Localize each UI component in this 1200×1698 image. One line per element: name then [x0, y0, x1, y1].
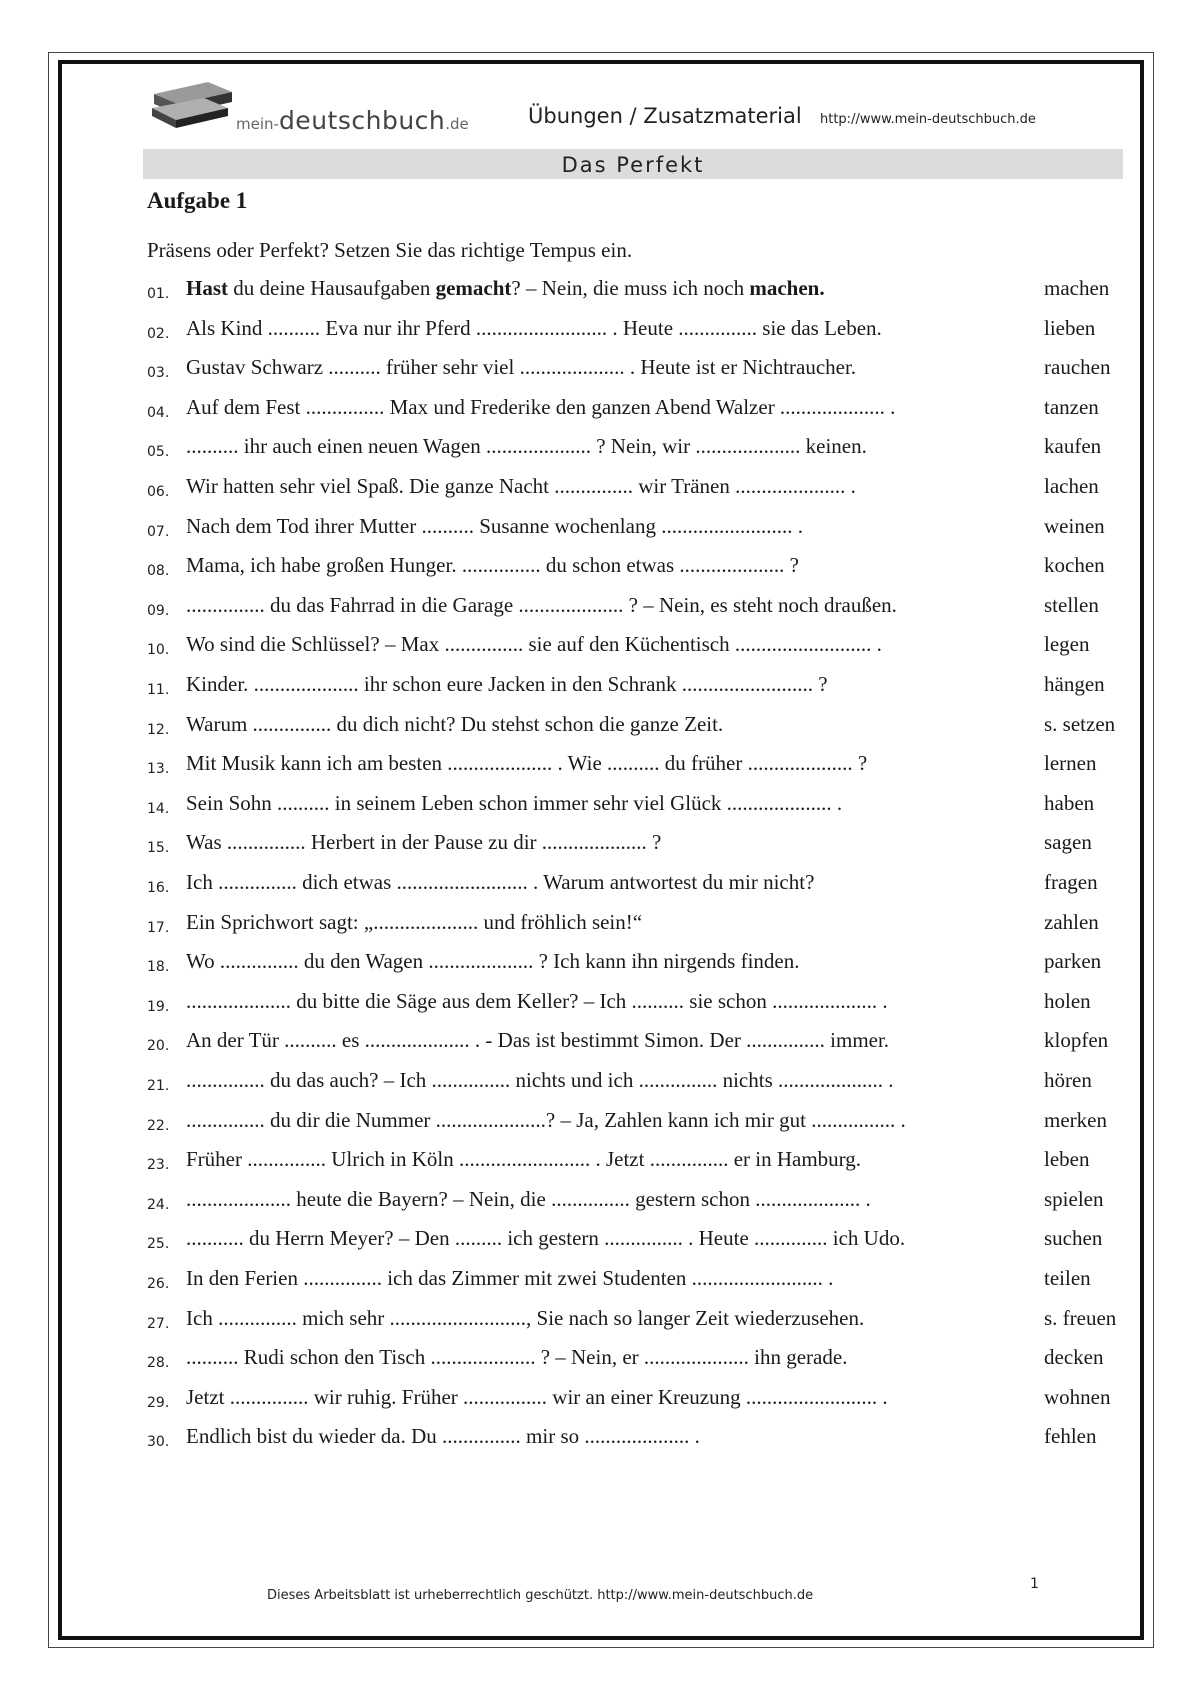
- exercise-number: 08.: [147, 563, 170, 580]
- brand-suffix: .de: [445, 115, 469, 133]
- exercise-verb: leben: [1044, 1147, 1090, 1172]
- header-url: http://www.mein-deutschbuch.de: [820, 112, 1036, 127]
- exercise-row: [0, 434, 1200, 474]
- exercise-row: [0, 1226, 1200, 1266]
- exercise-verb: suchen: [1044, 1226, 1103, 1251]
- page-number: 1: [1030, 1576, 1039, 1592]
- brand-prefix: mein-: [236, 115, 279, 133]
- sentence-segment: Früher ............... Ulrich in Köln ......................... . Jetzt ............... er in Hamburg.: [186, 1147, 862, 1172]
- sentence-segment: Ein Sprichwort sagt: „.................... und fröhlich sein!“: [186, 909, 643, 934]
- sentence-segment: An der Tür .......... es .................... . - Das ist bestimmt Simon. Der ............... immer.: [186, 1028, 890, 1053]
- exercise-number: 20.: [147, 1038, 170, 1055]
- exercise-row: [0, 316, 1200, 356]
- exercise-row: [0, 672, 1200, 712]
- exercise-verb: teilen: [1044, 1266, 1091, 1290]
- exercise-verb: hören: [1044, 1068, 1092, 1092]
- sentence-segment: Mit Musik kann ich am besten .................... . Wie .......... du früher .................... ?: [186, 751, 868, 776]
- exercise-sentence: [186, 830, 661, 855]
- exercise-verb: rauchen: [1044, 355, 1111, 380]
- sentence-segment: .......... Rudi schon den Tisch .................... ? – Nein, er .................... ihn gerade.: [186, 1345, 848, 1370]
- sentence-segment: Kinder. .................... ihr schon eure Jacken in den Schrank ......................... ?: [186, 672, 828, 696]
- header-title: Übungen / Zusatzmaterial: [528, 104, 802, 128]
- brand-name: [236, 106, 469, 135]
- exercise-verb: fehlen: [1044, 1424, 1097, 1449]
- exercise-row: [0, 712, 1200, 752]
- exercise-number: 23.: [147, 1157, 170, 1174]
- exercise-number: 02.: [147, 325, 170, 342]
- exercise-row: [0, 949, 1200, 989]
- exercise-row: [0, 910, 1200, 950]
- exercise-number: 07.: [147, 523, 170, 540]
- footer-copyright: Dieses Arbeitsblatt ist urheberrechtlich geschützt. http://www.mein-deutschbuch.de: [267, 1588, 814, 1603]
- exercise-row: [0, 1187, 1200, 1227]
- page-header: [148, 70, 1128, 140]
- exercise-sentence: [186, 1345, 847, 1370]
- exercise-row: [0, 474, 1200, 514]
- exercise-row: [0, 989, 1200, 1029]
- exercise-verb: lernen: [1044, 751, 1097, 776]
- exercise-number: 06.: [147, 484, 170, 500]
- sentence-segment: du deine Hausaufgaben: [228, 276, 436, 300]
- exercise-row: [0, 593, 1200, 633]
- exercise-verb: holen: [1044, 988, 1091, 1013]
- exercise-row: [0, 276, 1200, 316]
- exercise-sentence: [186, 514, 803, 539]
- exercise-number: 13.: [147, 761, 170, 778]
- exercise-sentence: [186, 593, 897, 618]
- sentence-segment: Auf dem Fest ............... Max und Frederike den ganzen Abend Walzer .................... .: [186, 394, 896, 419]
- exercise-sentence: [186, 1068, 894, 1093]
- exercise-number: 09.: [147, 602, 170, 619]
- exercise-row: [0, 1266, 1200, 1306]
- exercise-sentence: [186, 1385, 888, 1410]
- sentence-segment: Wo ............... du den Wagen .................... ? Ich kann ihn nirgends finden.: [186, 949, 800, 974]
- sentence-bold-segment: machen.: [749, 276, 825, 300]
- exercise-row: [0, 751, 1200, 791]
- sentence-segment: Endlich bist du wieder da. Du ............... mir so .................... .: [186, 1424, 700, 1449]
- exercise-row: [0, 553, 1200, 593]
- exercise-verb: weinen: [1044, 513, 1105, 538]
- sentence-segment: Gustav Schwarz .......... früher sehr viel .................... . Heute ist er Nichtraucher.: [186, 355, 857, 380]
- exercise-verb: machen: [1044, 276, 1110, 300]
- exercise-number: 27.: [147, 1315, 170, 1332]
- sentence-segment: .................... heute die Bayern? – Nein, die ............... gestern schon .................... .: [186, 1186, 871, 1211]
- sentence-segment: ........... du Herrn Meyer? – Den ......... ich gestern ............... . Heute .............. ich Udo.: [186, 1226, 906, 1251]
- exercise-sentence: [186, 632, 882, 657]
- exercise-sentence: [186, 474, 856, 499]
- exercise-number: 03.: [147, 365, 170, 382]
- exercise-sentence: [186, 1226, 905, 1251]
- sentence-segment: Als Kind .......... Eva nur ihr Pferd ......................... . Heute ............... sie das Leben.: [186, 315, 882, 340]
- exercise-verb: decken: [1044, 1345, 1104, 1370]
- exercise-verb: merken: [1044, 1107, 1107, 1132]
- exercise-number: 10.: [147, 642, 170, 659]
- exercise-verb: sagen: [1044, 830, 1092, 855]
- exercise-row: [0, 1345, 1200, 1385]
- sentence-segment: Jetzt ............... wir ruhig. Früher ................ wir an einer Kreuzung ......................... .: [186, 1384, 888, 1409]
- exercise-number: 30.: [147, 1434, 170, 1451]
- exercise-sentence: [186, 910, 642, 935]
- exercise-number: 15.: [147, 840, 170, 857]
- sentence-segment: ............... du dir die Nummer .....................? – Ja, Zahlen kann ich mir gut ................ .: [186, 1107, 906, 1132]
- exercise-sentence: [186, 791, 842, 816]
- exercise-number: 05.: [147, 444, 170, 461]
- exercise-verb: kaufen: [1044, 434, 1102, 459]
- exercise-sentence: [186, 1147, 861, 1172]
- exercise-verb: tanzen: [1044, 394, 1099, 419]
- exercise-sentence: [186, 672, 828, 697]
- task-instruction: Präsens oder Perfekt? Setzen Sie das richtige Tempus ein.: [147, 238, 633, 262]
- sentence-segment: ? – Nein, die muss ich noch: [511, 276, 750, 300]
- exercise-sentence: [186, 712, 723, 737]
- sentence-segment: Mama, ich habe großen Hunger. ............... du schon etwas .................... ?: [186, 553, 799, 578]
- exercise-sentence: [186, 949, 800, 974]
- sentence-segment: Wo sind die Schlüssel? – Max ............... sie auf den Küchentisch .......................... .: [186, 632, 882, 657]
- exercise-number: 22.: [147, 1117, 170, 1134]
- exercise-verb: lachen: [1044, 474, 1099, 498]
- sentence-segment: ............... du das auch? – Ich ............... nichts und ich ............... nichts .................... .: [186, 1068, 894, 1092]
- exercise-sentence: [186, 751, 867, 776]
- exercise-row: [0, 791, 1200, 831]
- exercise-sentence: [186, 355, 856, 380]
- sentence-segment: Nach dem Tod ihrer Mutter .......... Susanne wochenlang ......................... .: [186, 513, 803, 538]
- exercise-verb: s. freuen: [1044, 1305, 1117, 1330]
- exercise-number: 21.: [147, 1078, 170, 1094]
- sentence-segment: Was ............... Herbert in der Pause zu dir .................... ?: [186, 830, 662, 855]
- sentence-segment: Wir hatten sehr viel Spaß. Die ganze Nacht ............... wir Tränen ..................... .: [186, 474, 856, 498]
- exercise-verb: spielen: [1044, 1186, 1104, 1211]
- exercise-number: 12.: [147, 721, 170, 738]
- exercise-verb: haben: [1044, 790, 1095, 815]
- exercise-sentence: [186, 1028, 889, 1053]
- exercise-verb: fragen: [1044, 870, 1098, 894]
- exercise-number: 04.: [147, 404, 170, 421]
- exercise-sentence: [186, 1266, 833, 1291]
- brand-main: deutschbuch: [278, 106, 446, 135]
- exercise-sentence: [186, 1306, 864, 1331]
- exercise-row: [0, 632, 1200, 672]
- exercise-verb: stellen: [1044, 592, 1099, 617]
- exercise-verb: parken: [1044, 949, 1102, 974]
- exercise-verb: lieben: [1044, 315, 1096, 340]
- task-heading: Aufgabe 1: [147, 188, 248, 213]
- exercise-row: [0, 514, 1200, 554]
- exercise-sentence: [186, 1187, 871, 1212]
- exercise-number: 26.: [147, 1276, 170, 1292]
- exercise-sentence: [186, 1108, 906, 1133]
- exercise-row: [0, 870, 1200, 910]
- exercise-verb: wohnen: [1044, 1384, 1111, 1409]
- exercise-verb: legen: [1044, 632, 1090, 657]
- exercise-row: [0, 1385, 1200, 1425]
- exercise-row: [0, 395, 1200, 435]
- exercise-row: [0, 355, 1200, 395]
- worksheet-title: Das Perfekt: [143, 149, 1123, 179]
- exercise-row: [0, 830, 1200, 870]
- exercise-verb: klopfen: [1044, 1028, 1109, 1053]
- exercise-number: 17.: [147, 919, 170, 936]
- exercise-number: 29.: [147, 1394, 170, 1411]
- sentence-bold-segment: Hast: [186, 276, 228, 300]
- exercise-number: 28.: [147, 1355, 170, 1372]
- exercise-row: [0, 1147, 1200, 1187]
- exercise-row: [0, 1068, 1200, 1108]
- exercise-number: 11.: [147, 682, 170, 698]
- exercise-number: 14.: [147, 800, 170, 817]
- exercise-number: 01.: [147, 286, 170, 302]
- book-stack-icon: [148, 76, 238, 132]
- exercise-row: [0, 1306, 1200, 1346]
- exercise-verb: kochen: [1044, 553, 1105, 578]
- exercise-row: [0, 1108, 1200, 1148]
- sentence-segment: In den Ferien ............... ich das Zimmer mit zwei Studenten ......................... .: [186, 1266, 834, 1290]
- exercise-verb: s. setzen: [1044, 711, 1116, 736]
- sentence-segment: .................... du bitte die Säge aus dem Keller? – Ich .......... sie schon .................... .: [186, 988, 888, 1013]
- sentence-segment: ............... du das Fahrrad in die Garage .................... ? – Nein, es steht noch draußen.: [186, 592, 897, 617]
- exercise-sentence: [186, 989, 888, 1014]
- sentence-segment: Sein Sohn .......... in seinem Leben schon immer sehr viel Glück .................... .: [186, 790, 843, 815]
- sentence-segment: Warum ............... du dich nicht? Du stehst schon die ganze Zeit.: [186, 711, 724, 736]
- sentence-bold-segment: gemacht: [435, 276, 512, 300]
- exercise-sentence: [186, 1424, 700, 1449]
- exercise-sentence: [186, 316, 882, 341]
- exercise-number: 19.: [147, 998, 170, 1015]
- exercise-number: 24.: [147, 1196, 170, 1213]
- exercise-number: 16.: [147, 880, 170, 896]
- sentence-segment: Ich ............... mich sehr .........................., Sie nach so langer Zeit wiederzusehen.: [186, 1305, 865, 1330]
- exercise-verb: hängen: [1044, 672, 1105, 696]
- exercise-number: 18.: [147, 959, 170, 976]
- exercise-sentence: [186, 434, 867, 459]
- exercise-sentence: [186, 870, 814, 895]
- sentence-segment: Ich ............... dich etwas ......................... . Warum antwortest du mir nicht?: [186, 870, 815, 894]
- exercise-sentence: [186, 553, 799, 578]
- exercise-row: [0, 1028, 1200, 1068]
- exercise-verb: zahlen: [1044, 909, 1099, 934]
- exercise-sentence: [186, 395, 895, 420]
- exercise-row: [0, 1424, 1200, 1464]
- exercise-number: 25.: [147, 1236, 170, 1253]
- exercise-sentence: [186, 276, 825, 301]
- sentence-segment: .......... ihr auch einen neuen Wagen .................... ? Nein, wir .................... keinen.: [186, 434, 867, 459]
